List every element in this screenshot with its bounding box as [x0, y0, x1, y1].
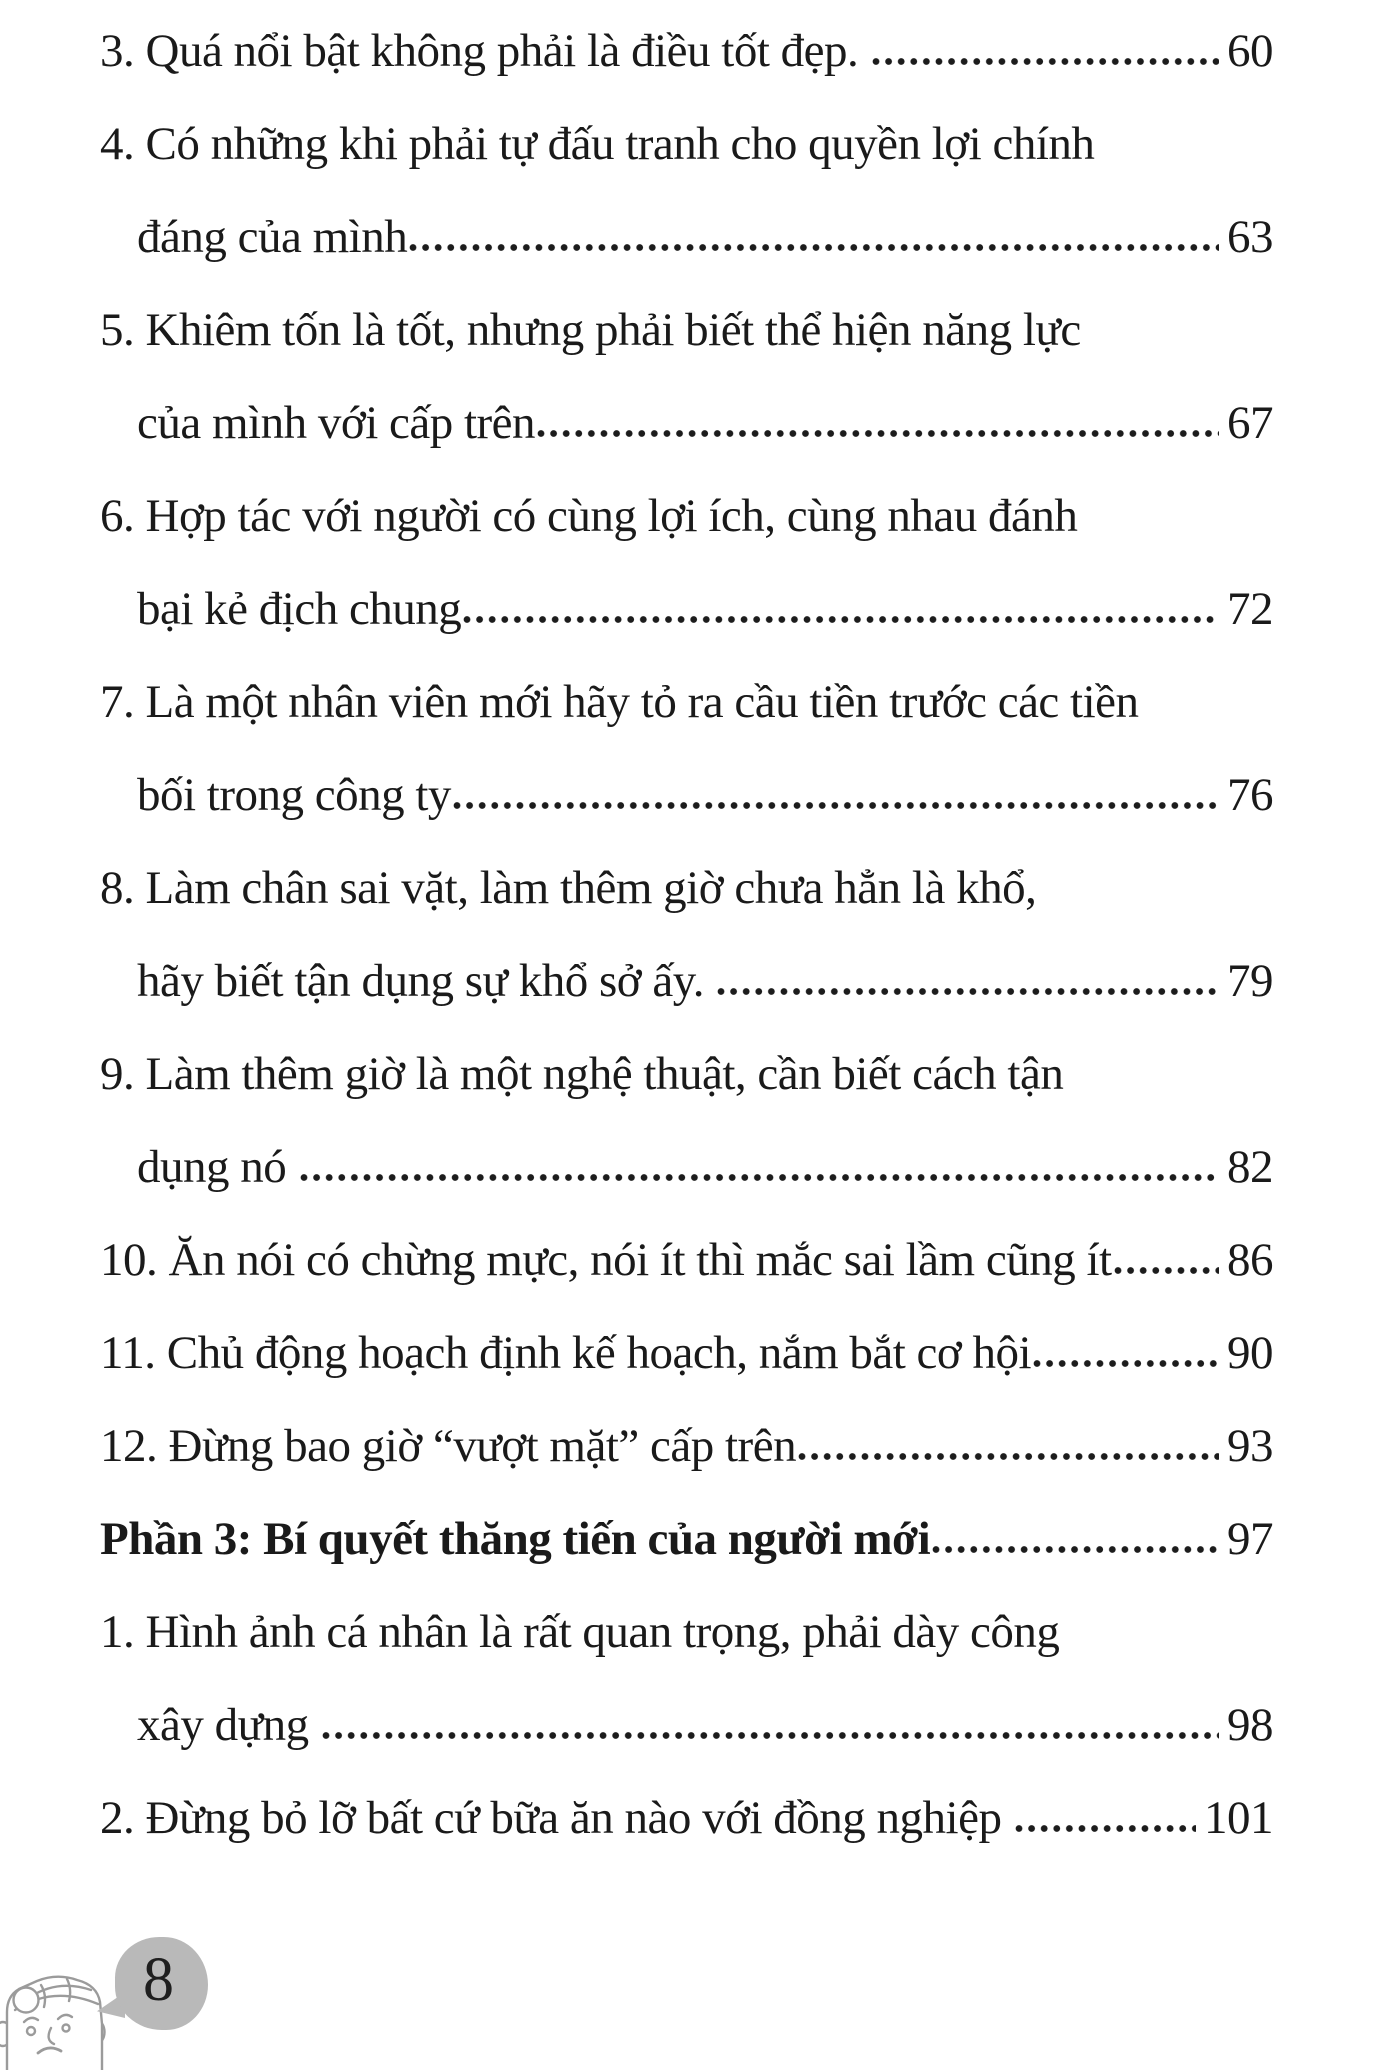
dot-leader	[1114, 1266, 1219, 1275]
toc-line	[100, 842, 1273, 935]
toc-line-text: 11. Chủ động hoạch định kế hoạch, nắm bắt cơ hội	[100, 1327, 1032, 1379]
toc-entry	[0, 1586, 1373, 1772]
toc-entry	[0, 1307, 1373, 1400]
toc-entry	[0, 1214, 1373, 1307]
toc-line	[100, 656, 1273, 749]
page-ref: 60	[1227, 25, 1273, 77]
page-ref: 101	[1204, 1792, 1273, 1844]
toc-line	[100, 1400, 1273, 1493]
toc-line-text: 2. Đừng bỏ lỡ bất cứ bữa ăn nào với đồng nghiệp	[100, 1792, 1013, 1844]
toc-line-text: 10. Ăn nói có chừng mực, nói ít thì mắc sai lầm cũng ít	[100, 1234, 1112, 1286]
page-ref: 67	[1227, 397, 1273, 449]
dot-leader	[1033, 1359, 1219, 1368]
dot-leader	[717, 987, 1219, 996]
toc-line-text: 6. Hợp tác với người có cùng lợi ích, cùng nhau đánh	[100, 490, 1078, 542]
toc-line	[137, 749, 1273, 842]
toc-line	[137, 191, 1273, 284]
dot-leader	[537, 429, 1219, 438]
toc-line-text: bối trong công ty	[137, 769, 451, 821]
toc-line-text: bại kẻ địch chung	[137, 583, 462, 635]
toc-line-text: hãy biết tận dụng sự khổ sở ấy.	[137, 955, 716, 1007]
page-ref: 72	[1227, 583, 1273, 635]
toc-line	[137, 563, 1273, 656]
dot-leader	[463, 615, 1219, 624]
dot-leader	[322, 1731, 1219, 1740]
page-ref: 93	[1227, 1420, 1273, 1472]
toc-line	[100, 5, 1273, 98]
toc-entry	[0, 284, 1373, 470]
dot-leader	[1015, 1824, 1196, 1833]
page-ref: 98	[1227, 1699, 1273, 1751]
toc-line-text: 8. Làm chân sai vặt, làm thêm giờ chưa hẳn là khổ,	[100, 862, 1037, 914]
page-number-bubble	[115, 1937, 208, 2030]
toc-entry	[0, 1493, 1373, 1586]
eye-right	[63, 2025, 70, 2032]
toc-line	[100, 470, 1273, 563]
toc-entry	[0, 1772, 1373, 1865]
toc-entry	[0, 1028, 1373, 1214]
dot-leader	[932, 1545, 1219, 1554]
toc-line	[100, 1028, 1273, 1121]
toc-line-text: 1. Hình ảnh cá nhân là rất quan trọng, phải dày công	[100, 1606, 1060, 1658]
toc-entry	[0, 656, 1373, 842]
toc-entry	[0, 842, 1373, 1028]
dot-leader	[798, 1452, 1219, 1461]
footer-page-number: 8	[143, 1946, 174, 2014]
dot-leader	[409, 243, 1219, 252]
dot-leader	[872, 57, 1219, 66]
toc-line	[137, 377, 1273, 470]
page-ref: 82	[1227, 1141, 1273, 1193]
page-ref: 76	[1227, 769, 1273, 821]
hair-bun	[14, 1988, 39, 2013]
toc-line-text: Phần 3: Bí quyết thăng tiến của người mới	[100, 1513, 931, 1565]
toc-line-text: 12. Đừng bao giờ “vượt mặt” cấp trên	[100, 1420, 797, 1472]
dot-leader	[300, 1173, 1220, 1182]
toc-line-text: dụng nó	[137, 1141, 298, 1193]
dot-leader	[453, 801, 1219, 810]
toc-line	[137, 1121, 1273, 1214]
eye-left	[27, 2027, 35, 2035]
toc-line-text: xây dựng	[137, 1699, 320, 1751]
toc-line	[100, 1214, 1273, 1307]
toc-line	[100, 1586, 1273, 1679]
toc-line	[100, 1772, 1273, 1865]
page-ref: 79	[1227, 955, 1273, 1007]
toc-line	[100, 98, 1273, 191]
toc-line-text: đáng của mình	[137, 211, 408, 263]
toc-line	[100, 284, 1273, 377]
toc-line	[137, 935, 1273, 1028]
toc-line-text: 7. Là một nhân viên mới hãy tỏ ra cầu tiền trước các tiền	[100, 676, 1139, 728]
page-ref: 86	[1227, 1234, 1273, 1286]
toc-line-text: 4. Có những khi phải tự đấu tranh cho quyền lợi chính	[100, 118, 1095, 170]
toc-line-text: của mình với cấp trên	[137, 397, 536, 449]
toc-line-text: 9. Làm thêm giờ là một nghệ thuật, cần biết cách tận	[100, 1048, 1064, 1100]
page-ref: 90	[1227, 1327, 1273, 1379]
toc-entry	[0, 470, 1373, 656]
page-ref: 97	[1227, 1513, 1273, 1565]
toc-line-text: 5. Khiêm tốn là tốt, nhưng phải biết thể hiện năng lực	[100, 304, 1081, 356]
toc-line	[137, 1679, 1273, 1772]
toc-line	[100, 1307, 1273, 1400]
toc-entry	[0, 98, 1373, 284]
toc-line	[100, 1493, 1273, 1586]
toc-line-text: 3. Quá nổi bật không phải là điều tốt đẹp.	[100, 25, 870, 77]
worried-face-icon	[0, 1974, 110, 2070]
toc-entry	[0, 5, 1373, 98]
page-ref: 63	[1227, 211, 1273, 263]
toc-entry	[0, 1400, 1373, 1493]
